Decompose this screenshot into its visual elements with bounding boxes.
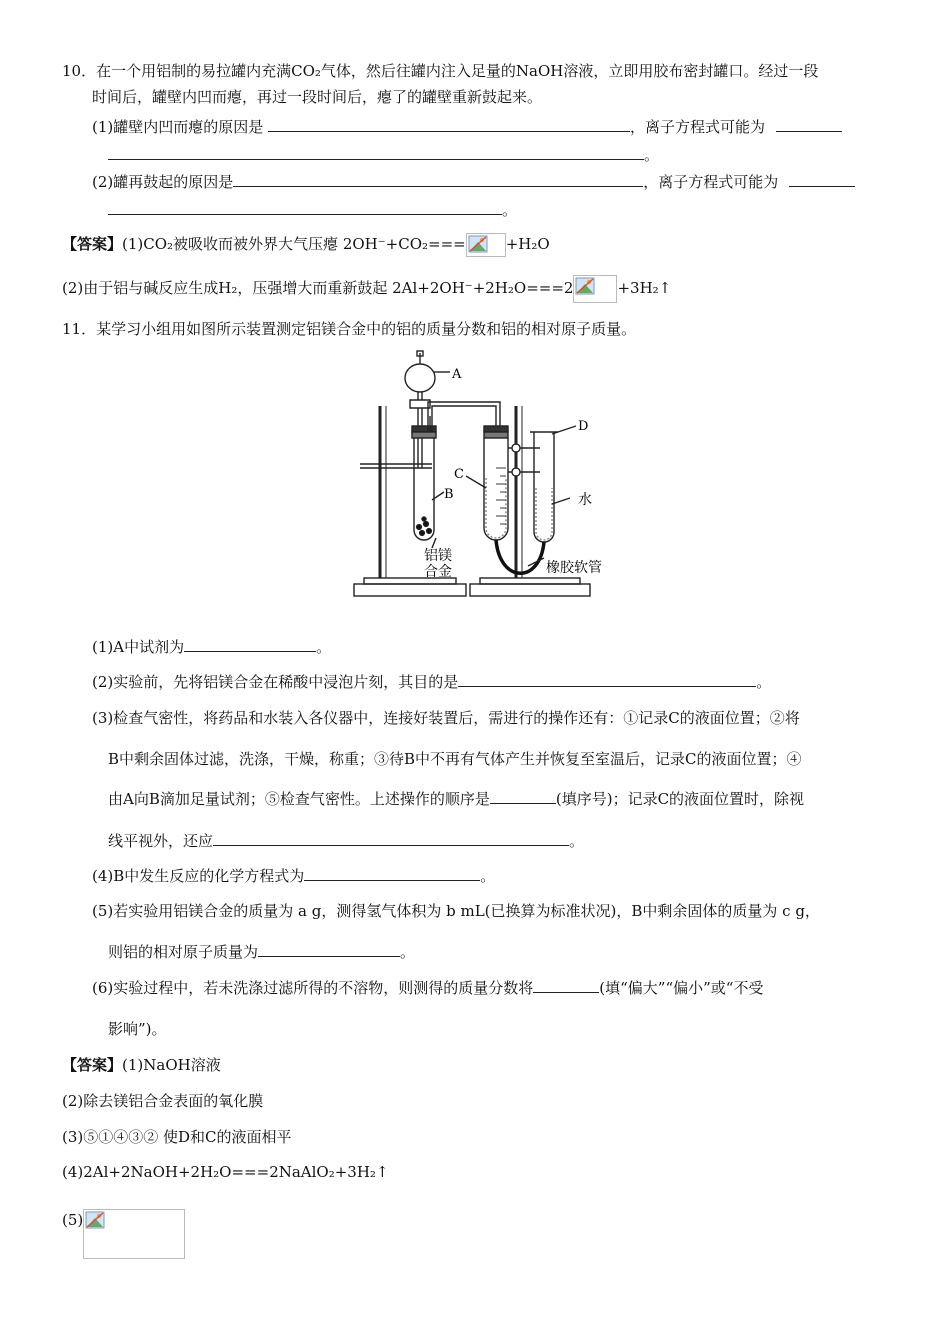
q10-part1-text: (1)罐壁内凹而瘪的原因是 <box>92 118 264 136</box>
label-d: D <box>578 419 589 434</box>
q11-part6-blank[interactable] <box>533 977 599 993</box>
q11-part5-l1: (5)若实验用铝镁合金的质量为 a g，测得氢气体积为 b mL(已换算为标准状况)，B中剩余固体的质量为 c g， <box>92 902 820 920</box>
ans11-a5 <box>62 1209 185 1259</box>
q11-number: 11． <box>62 320 97 338</box>
q10-part1-cont <box>108 144 659 166</box>
q11-part2-text: (2)实验前，先将铝镁合金在稀酸中浸泡片刻，其目的是 <box>92 673 459 691</box>
q10-stem-line2: 时间后，罐壁内凹而瘪，再过一段时间后，瘪了的罐壁重新鼓起来。 <box>92 88 543 106</box>
ans10-line1-text: (1)CO₂被吸收而被外界大气压瘪 2OH⁻+CO₂=== <box>122 235 466 253</box>
q10-part2 <box>92 171 855 193</box>
q11-part3-text3: 线平视外，还应 <box>108 832 214 850</box>
q10-part2-blank2[interactable] <box>789 171 855 187</box>
separatory-funnel <box>405 364 435 392</box>
ans10-line1-text2: +H₂O <box>505 235 550 253</box>
ans10-line2-text: (2)由于铝与碱反应生成H₂，压强增大而重新鼓起 2Al+2OH⁻+2H₂O===2 <box>62 279 574 297</box>
gas-burette-c <box>484 438 508 540</box>
q10-stem-line1 <box>62 60 818 82</box>
q10-part2-text2: ，离子方程式可能为 <box>643 173 779 191</box>
q11-part3-blank2[interactable] <box>213 830 569 846</box>
ans11-a3: (3)⑤①④③② 使D和C的液面相平 <box>62 1128 292 1146</box>
broken-image-icon <box>466 233 506 257</box>
q11-period: 。 <box>569 832 585 850</box>
q10-part2-blank1[interactable] <box>233 171 643 187</box>
q11-part1 <box>92 636 331 658</box>
ans10-line2 <box>62 275 671 303</box>
q11-part3-text: 由A向B滴加足量试剂；⑤检查气密性。上述操作的顺序是 <box>108 790 490 808</box>
q11-period: 。 <box>480 867 496 885</box>
label-b: B <box>444 487 454 502</box>
q11-part3-l1: (3)检查气密性，将药品和水装入各仪器中，连接好装置后，需进行的操作还有：①记录C的液面位置；②将 <box>92 709 800 727</box>
q10-number: 10． <box>62 62 97 80</box>
ans10-line2-text2: +3H₂↑ <box>617 279 672 297</box>
ans11-a4: (4)2Al+2NaOH+2H₂O===2NaAlO₂+3H₂↑ <box>62 1163 389 1181</box>
q10-part1-blank3[interactable] <box>108 144 644 160</box>
q11-stem <box>62 318 636 340</box>
q10-period: 。 <box>644 146 660 164</box>
q11-period: 。 <box>400 943 416 961</box>
q11-part3-blank1[interactable] <box>490 788 556 804</box>
ans11-a1: (1)NaOH溶液 <box>122 1056 221 1074</box>
ans11-line1 <box>62 1054 221 1076</box>
q11-period: 。 <box>756 673 772 691</box>
label-a: A <box>452 367 462 382</box>
broken-image-icon <box>573 275 617 303</box>
apparatus-figure <box>340 348 640 606</box>
ans11-a2: (2)除去镁铝合金表面的氧化膜 <box>62 1092 264 1110</box>
label-alloy-2: 合金 <box>424 564 452 580</box>
q11-part5-l2 <box>108 941 415 963</box>
q11-part5-text: 则铝的相对原子质量为 <box>108 943 259 961</box>
answer-label: 【答案】 <box>62 1056 123 1074</box>
q10-part1-blank1[interactable] <box>268 116 630 132</box>
left-stand-base <box>354 584 466 596</box>
label-rubber-tube: 橡胶软管 <box>546 560 602 576</box>
q10-stem-text: 在一个用铝制的易拉罐内充满CO₂气体，然后往罐内注入足量的NaOH溶液，立即用胶布密封罐口。经过一段 <box>96 62 819 80</box>
q11-part2-blank[interactable] <box>458 671 756 687</box>
label-c: C <box>454 467 464 482</box>
q11-stem-text: 某学习小组用如图所示装置测定铝镁合金中的铝的质量分数和铝的相对原子质量。 <box>96 320 637 338</box>
ans11-a5-text: (5) <box>62 1211 84 1229</box>
q10-part2-cont <box>108 199 517 221</box>
q10-part1-blank2[interactable] <box>776 116 842 132</box>
q10-part1 <box>92 116 842 138</box>
answer-label: 【答案】 <box>62 235 123 253</box>
rubber-tube <box>496 540 544 573</box>
q10-period: 。 <box>502 201 518 219</box>
q11-part6-text2: (填“偏大”“偏小”或“不受 <box>599 979 764 997</box>
q11-period: 。 <box>316 638 332 656</box>
q11-part3-text2: (填序号)；记录C的液面位置时，除视 <box>555 790 805 808</box>
q10-part2-text: (2)罐再鼓起的原因是 <box>92 173 234 191</box>
broken-image-icon <box>83 1209 185 1259</box>
q11-part1-blank[interactable] <box>184 636 316 652</box>
q11-part6-text: (6)实验过程中，若未洗涤过滤所得的不溶物，则测得的质量分数将 <box>92 979 534 997</box>
q11-part4-blank[interactable] <box>304 865 480 881</box>
q10-part2-blank3[interactable] <box>108 199 502 215</box>
q11-part2 <box>92 671 771 693</box>
q11-part5-blank[interactable] <box>258 941 400 957</box>
q11-part4-text: (4)B中发生反应的化学方程式为 <box>92 867 305 885</box>
q11-part3-l2: B中剩余固体过滤，洗涤，干燥，称重；③待B中不再有气体产生并恢复至室温后，记录C的液面位置；④ <box>108 750 802 768</box>
label-water: 水 <box>578 492 592 508</box>
q11-part6-l2: 影响”)。 <box>108 1020 167 1038</box>
ans10-line1 <box>62 233 550 257</box>
q11-part3-l4 <box>108 830 584 852</box>
q11-part1-text: (1)A中试剂为 <box>92 638 185 656</box>
q10-part1-text2: ，离子方程式可能为 <box>630 118 766 136</box>
label-alloy-1: 铝镁 <box>424 548 452 564</box>
q11-part3-l3 <box>108 788 804 810</box>
q11-part4 <box>92 865 495 887</box>
q11-part6-l1 <box>92 977 763 999</box>
